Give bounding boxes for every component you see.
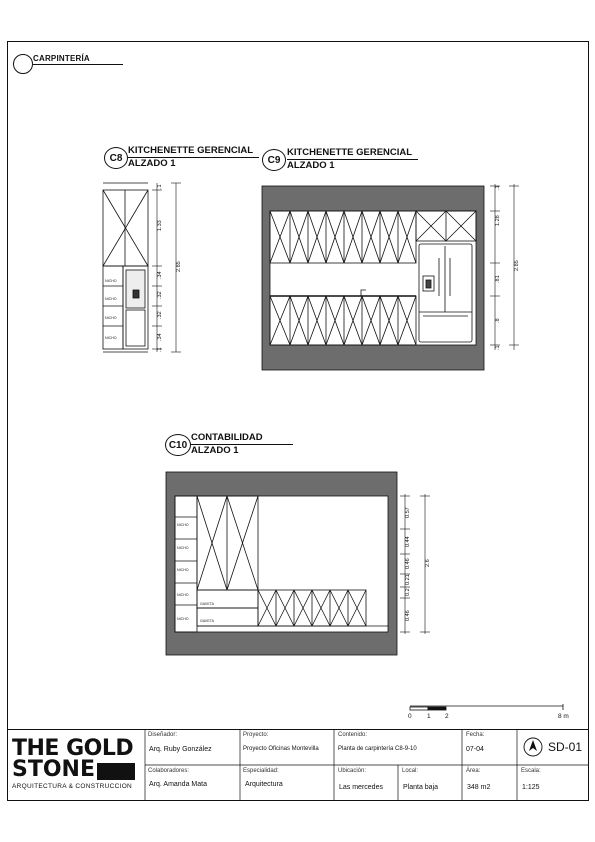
collaborators-value: Arq. Amanda Mata	[149, 781, 207, 788]
c10-nicho-label: NICHO	[177, 523, 189, 527]
specialty-label: Especialidad:	[243, 768, 279, 774]
scale-value: 1:125	[522, 784, 540, 791]
project-label: Proyecto:	[243, 732, 269, 738]
collaborators-label: Colaboradores:	[148, 768, 190, 774]
c10-dim-4: 0.21	[405, 574, 411, 585]
content-value: Planta de carpintería C8-9-10	[338, 746, 417, 752]
view-title-c9-name: KITCHENETTE GERENCIAL	[287, 147, 418, 160]
scale-tick-1: 1	[427, 713, 431, 720]
local-label: Local:	[402, 768, 419, 774]
c10-dim-5: 0.2	[405, 588, 411, 596]
c10-nicho-label: NICHO	[177, 546, 189, 550]
c8-dim-4: .32	[157, 311, 163, 319]
view-title-c9-sub: ALZADO 1	[287, 160, 335, 171]
c9-dim-3: .8	[495, 318, 501, 323]
scale-tick-2: 2	[445, 713, 449, 720]
c10-nicho-label: NICHO	[177, 617, 189, 621]
c8-dim-top: .1	[157, 184, 163, 189]
c10-dim-total: 2.6	[425, 559, 431, 567]
c8-dim-5: .34	[157, 333, 163, 341]
c9-dim-2: .81	[495, 275, 501, 283]
c8-dim-1: 1.33	[157, 220, 163, 231]
c8-dim-total: 2.85	[176, 261, 182, 272]
view-tag-c10: C10	[165, 434, 191, 456]
logo-tagline: ARQUITECTURA & CONSTRUCCION	[12, 783, 133, 790]
c8-dim-2: .34	[157, 271, 163, 279]
local-value: Planta baja	[403, 784, 439, 791]
view-tag-c9: C9	[262, 149, 286, 171]
date-label: Fecha:	[466, 732, 485, 738]
c8-dim-bot: .1	[157, 347, 163, 352]
view-title-c8-sub: ALZADO 1	[128, 158, 176, 169]
c9-dim-1: 1.28	[495, 215, 501, 226]
location-value: Las mercedes	[339, 784, 383, 791]
c10-nicho-label: NICHO	[177, 568, 189, 572]
logo-line2: STONE	[12, 757, 95, 782]
c10-dim-1: 0.57	[405, 507, 411, 518]
scale-tick-0: 0	[408, 713, 412, 720]
c9-elevation	[262, 186, 484, 370]
c10-dim-3: 0.46	[405, 558, 411, 569]
c10-dim-2: 0.44	[405, 536, 411, 547]
specialty-value: Arquitectura	[245, 781, 283, 788]
c8-elevation	[103, 183, 148, 352]
area-value: 348 m2	[467, 784, 491, 791]
c8-nicho-label: NICHO	[105, 279, 117, 283]
c10-gaveta-label: GAVETA	[200, 602, 215, 606]
view-title-c8-name: KITCHENETTE GERENCIAL	[128, 145, 259, 158]
scale-label: Escala:	[521, 768, 541, 774]
c10-gaveta-label: GAVETA	[200, 619, 215, 623]
sheet-number: SD-01	[548, 740, 583, 754]
location-label: Ubicación:	[338, 768, 367, 774]
c8-nicho-label: NICHO	[105, 336, 117, 340]
scale-bar	[410, 704, 563, 710]
c9-dim-top: .1	[495, 185, 501, 190]
c9-dim-total: 2.85	[514, 260, 520, 271]
scale-tick-8: 8 m	[558, 713, 569, 720]
section-title: CARPINTERÍA	[33, 54, 90, 63]
c8-dim-3: .32	[157, 291, 163, 299]
c10-nicho-label: NICHO	[177, 593, 189, 597]
c9-dim-bot: .1	[495, 345, 501, 350]
date-value: 07-04	[466, 746, 484, 753]
designer-value: Arq. Ruby González	[149, 746, 212, 753]
scale-bar-labels	[408, 713, 569, 720]
area-label: Área:	[466, 768, 481, 774]
c10-elevation	[166, 472, 397, 655]
designer-label: Diseñador:	[148, 732, 178, 738]
content-label: Contenido:	[338, 732, 368, 738]
view-tag-c8: C8	[104, 147, 128, 169]
c8-nicho-label: NICHO	[105, 316, 117, 320]
logo-line1: THE GOLD	[12, 736, 134, 761]
view-title-c10-sub: ALZADO 1	[191, 445, 239, 456]
project-value: Proyecto Oficinas Montevilla	[243, 746, 319, 752]
c8-nicho-label: NICHO	[105, 297, 117, 301]
c10-dim-6: 0.46	[405, 610, 411, 621]
logo-black-block	[97, 763, 135, 780]
view-title-c10-name: CONTABILIDAD	[191, 432, 293, 445]
